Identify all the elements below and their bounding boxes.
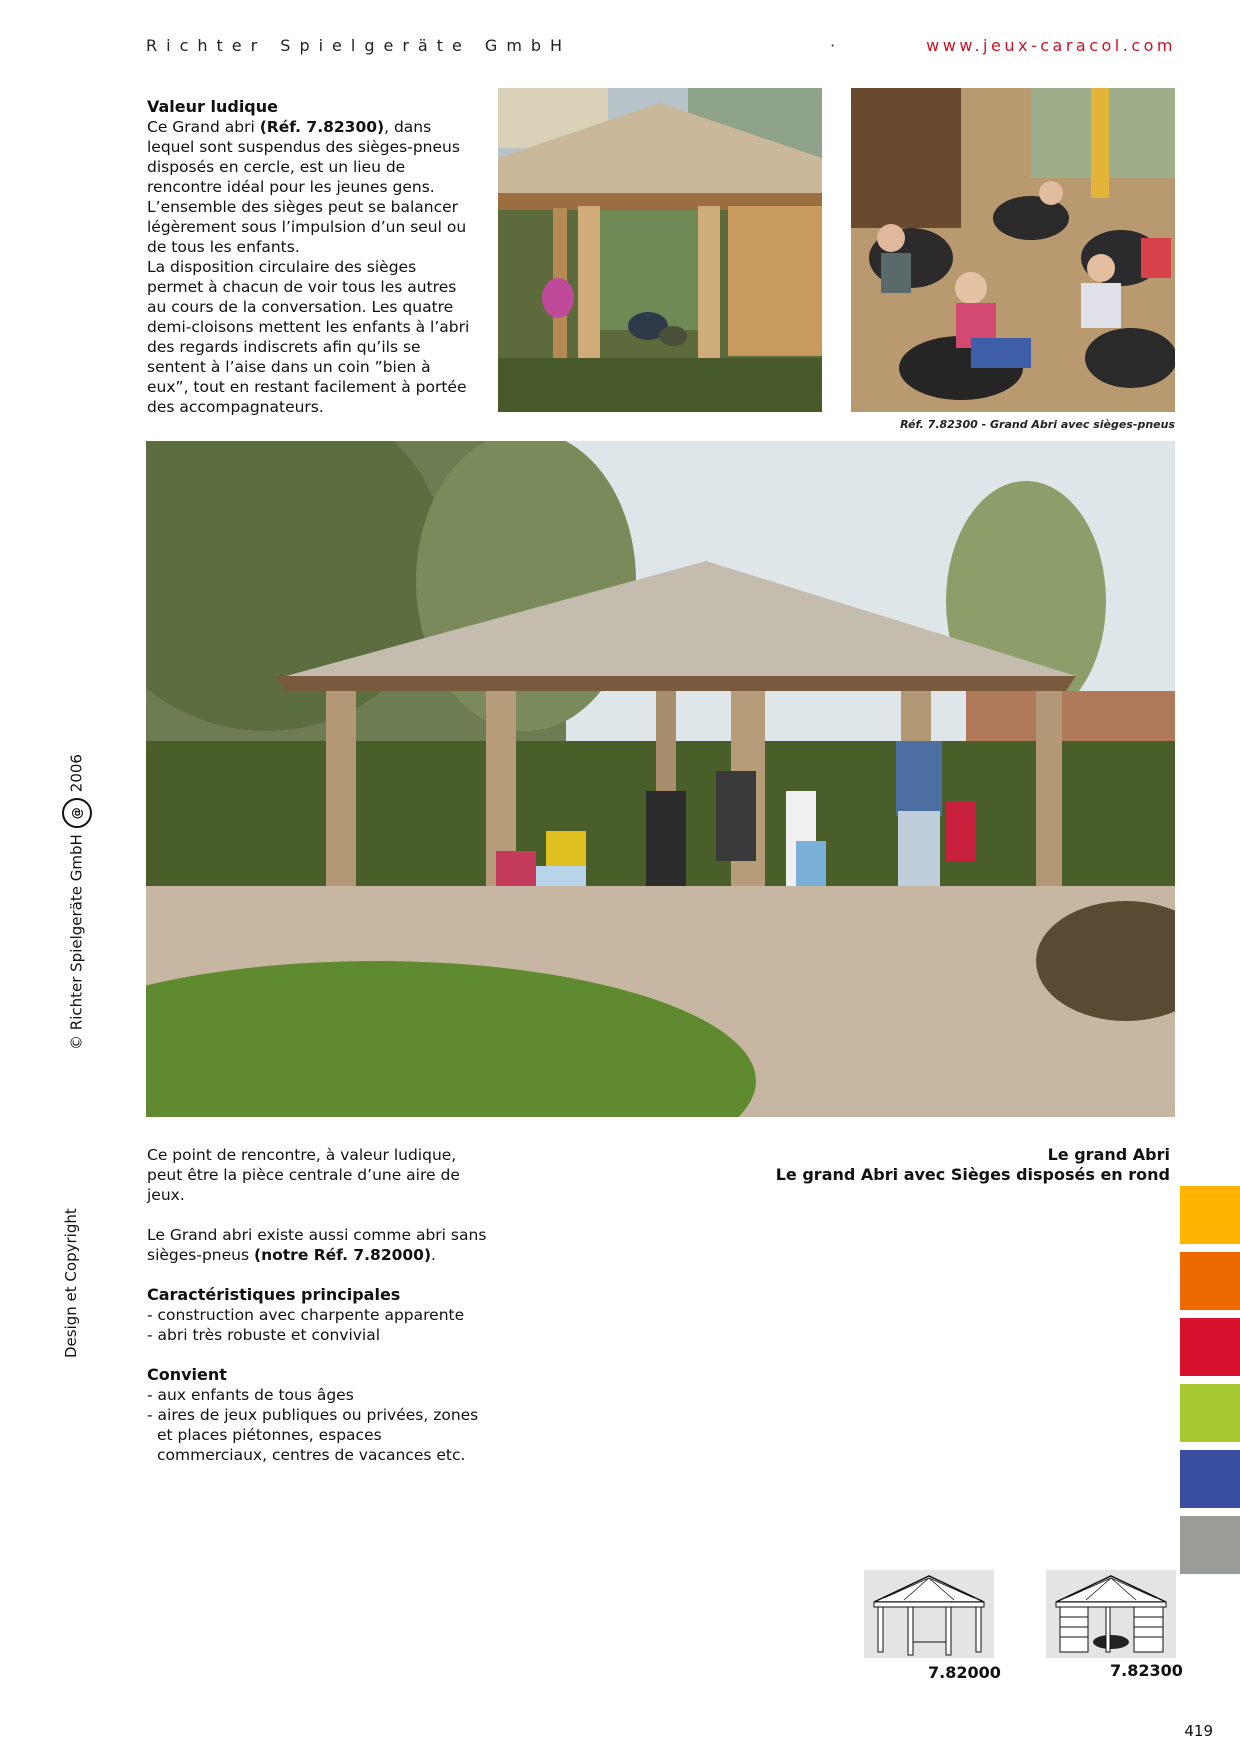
features-list <box>147 1305 487 1345</box>
color-tab-grey[interactable] <box>1180 1516 1240 1574</box>
color-tab-yellow[interactable] <box>1180 1186 1240 1244</box>
thumbnail-7-82300 <box>1046 1570 1176 1658</box>
snail-logo-icon: @ <box>62 798 92 828</box>
side-copyright: © Richter Spielgeräte GmbH@2006 <box>62 754 92 1050</box>
color-tab-blue[interactable] <box>1180 1450 1240 1508</box>
photo-shelter-interior <box>498 88 822 412</box>
color-tab-red[interactable] <box>1180 1318 1240 1376</box>
product-titles <box>776 1145 1170 1185</box>
header-separator: · <box>830 36 845 55</box>
description-paragraph-2: Le Grand abri existe aussi comme abri sans sièges-pneus (notre Réf. 7.82000). <box>147 1226 487 1264</box>
title-line-1: Le grand Abri <box>1047 1145 1170 1164</box>
color-tab-green[interactable] <box>1180 1384 1240 1442</box>
page-number: 419 <box>1184 1722 1213 1740</box>
title-line-2: Le grand Abri avec Sièges disposés en rond <box>775 1165 1170 1184</box>
website-link[interactable]: www.jeux-caracol.com <box>926 36 1176 55</box>
thumbnail-7-82000 <box>864 1570 994 1658</box>
intro-paragraph-1: Ce Grand abri (Réf. 7.82300), dans lequel sont suspendus des sièges-pneus disposés en cercle, est un lieu de rencontre idéal pour les jeunes gens. L’ensemble des sièges peut se balancer légèrement sous l’impulsion d’un seul ou de tous les enfants. <box>147 118 467 256</box>
company-name: Richter Spielgeräte GmbH <box>146 36 572 55</box>
photo-grand-abri <box>146 441 1175 1117</box>
intro-paragraph-2: La disposition circulaire des sièges permet à chacun de voir tous les autres au cours de la conversation. Les quatre demi-cloisons mettent les enfants à l’abri des regards indiscrets afin qu’ils se sentent à l’aise dans un coin ”bien à eux”, tout en restant facilement à portée des accompagnateurs. <box>147 258 470 416</box>
list-item: - abri très robuste et convivial <box>147 1326 381 1344</box>
description-paragraph-1: Ce point de rencontre, à valeur ludique, peut être la pièce centrale d’une aire de jeux. <box>147 1146 460 1204</box>
product-ref-7-82000: 7.82000 <box>928 1663 1001 1682</box>
photo-caption: Réf. 7.82300 - Grand Abri avec sièges-pneus <box>900 418 1175 431</box>
ref-7-82000: (notre Réf. 7.82000) <box>254 1246 432 1264</box>
color-tab-orange[interactable] <box>1180 1252 1240 1310</box>
intro-text <box>147 97 477 417</box>
suits-list <box>147 1385 487 1465</box>
photo-tire-swings <box>851 88 1175 412</box>
side-design-copyright: Design et Copyright <box>62 1208 80 1358</box>
features-heading: Caractéristiques principales <box>147 1285 401 1304</box>
list-item: - aires de jeux publiques ou privées, zones et places piétonnes, espaces commerciaux, centres de vacances etc. <box>147 1406 479 1464</box>
suits-heading: Convient <box>147 1365 227 1384</box>
intro-heading: Valeur ludique <box>147 97 278 116</box>
list-item: - construction avec charpente apparente <box>147 1306 465 1324</box>
product-ref-7-82300: 7.82300 <box>1110 1661 1183 1680</box>
ref-7-82300: (Réf. 7.82300) <box>259 118 385 136</box>
description-text <box>147 1145 487 1485</box>
page-header <box>146 36 1176 60</box>
list-item: - aux enfants de tous âges <box>147 1386 354 1404</box>
